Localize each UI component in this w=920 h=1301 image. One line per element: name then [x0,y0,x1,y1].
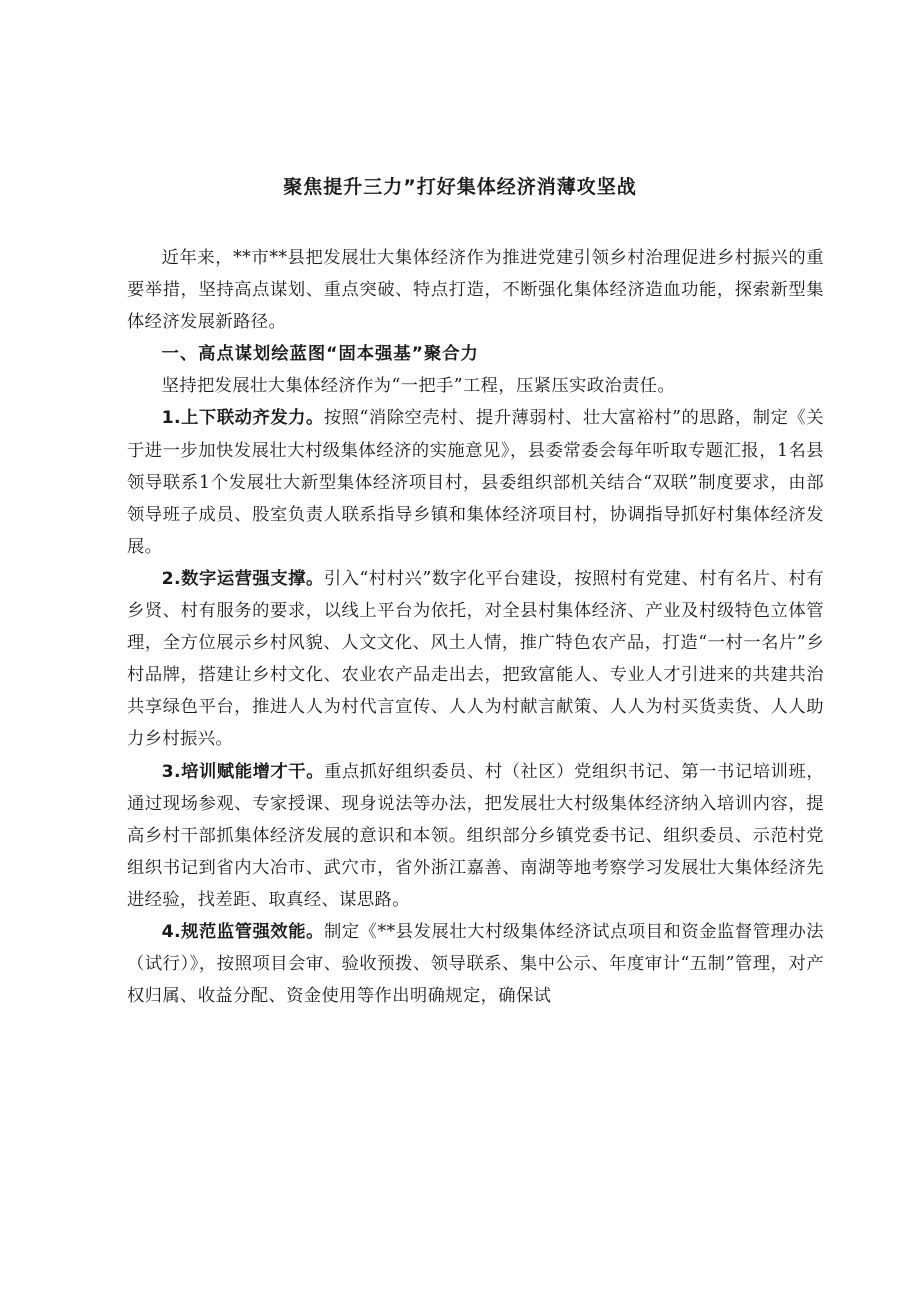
item-text: 制定《**县发展壮大村级集体经济试点项目和资金监督管理办法（试行）》，按照项目会审、验收预拨、领导联系、集中公示、年度审计“五制”管理，对产权归属、收益分配、资金使用等作出明确规定，确保试 [127,921,824,1007]
item-number: 1 [161,408,175,429]
item-paragraph-2 [127,563,824,756]
item-paragraph-3 [127,756,824,916]
item-text: 引入“村村兴”数字化平台建设，按照村有党建、村有名片、村有乡贤、村有服务的要求，以线上平台为依托，对全县村集体经济、产业及村级特色立体管理，全方位展示乡村风貌、人文文化、风土人情，推广特色农产品，打造“一村一名片”乡村品牌，搭建让乡村文化、农业农产品走出去，把致富能人、专业人才引进来的共建共治共享绿色平台，推进人人为村代言宣传、人人为村献言献策、人人为村买货卖货、人人助力乡村振兴。 [127,568,824,750]
document-body [127,242,824,1012]
section-heading: 一、高点谋划绘蓝图“固本强基”聚合力 [161,344,479,365]
item-paragraph-1 [127,402,824,562]
item-text: 重点抓好组织委员、村（社区）党组织书记、第一书记培训班，通过现场参观、专家授课、现身说法等办法，把发展壮大村级集体经济纳入培训内容，提高乡村干部抓集体经济发展的意识和本领。组织部分乡镇党委书记、组织委员、示范村党组织书记到省内大冶市、武穴市，省外浙江嘉善、南湖等地考察学习发展壮大集体经济先进经验，找差距、取真经、谋思路。 [127,761,825,910]
section-summary: 坚持把发展壮大集体经济作为“一把手”工程，压紧压实政治责任。 [161,376,676,397]
item-lead: .数字运营强支撑。 [174,568,324,589]
item-lead: .规范监管强效能。 [174,921,324,942]
document-title: 聚焦提升三力”打好集体经济消薄攻坚战 [283,176,637,198]
item-lead: .上下联动齐发力。 [174,408,324,429]
intro-paragraph: 近年来，**市**县把发展壮大集体经济作为推进党建引领乡村治理促进乡村振兴的重要举措，坚持高点谋划、重点突破、特点打造，不断强化集体经济造血功能，探索新型集体经济发展新路径。 [127,248,824,333]
item-paragraph-4 [127,916,824,1012]
item-text: 按照“消除空壳村、提升薄弱村、壮大富裕村”的思路，制定《关于进一步加快发展壮大村级集体经济的实施意见》，县委常委会每年听取专题汇报，1名县领导联系1个发展壮大新型集体经济项目村，县委组织部机关结合“双联”制度要求，由部领导班子成员、股室负责人联系指导乡镇和集体经济项目村，协调指导抓好村集体经济发展。 [127,408,824,557]
item-number: 4 [161,921,175,942]
item-number: 2 [161,568,175,589]
item-lead: .培训赋能增才干。 [174,761,325,782]
item-number: 3 [161,761,175,782]
